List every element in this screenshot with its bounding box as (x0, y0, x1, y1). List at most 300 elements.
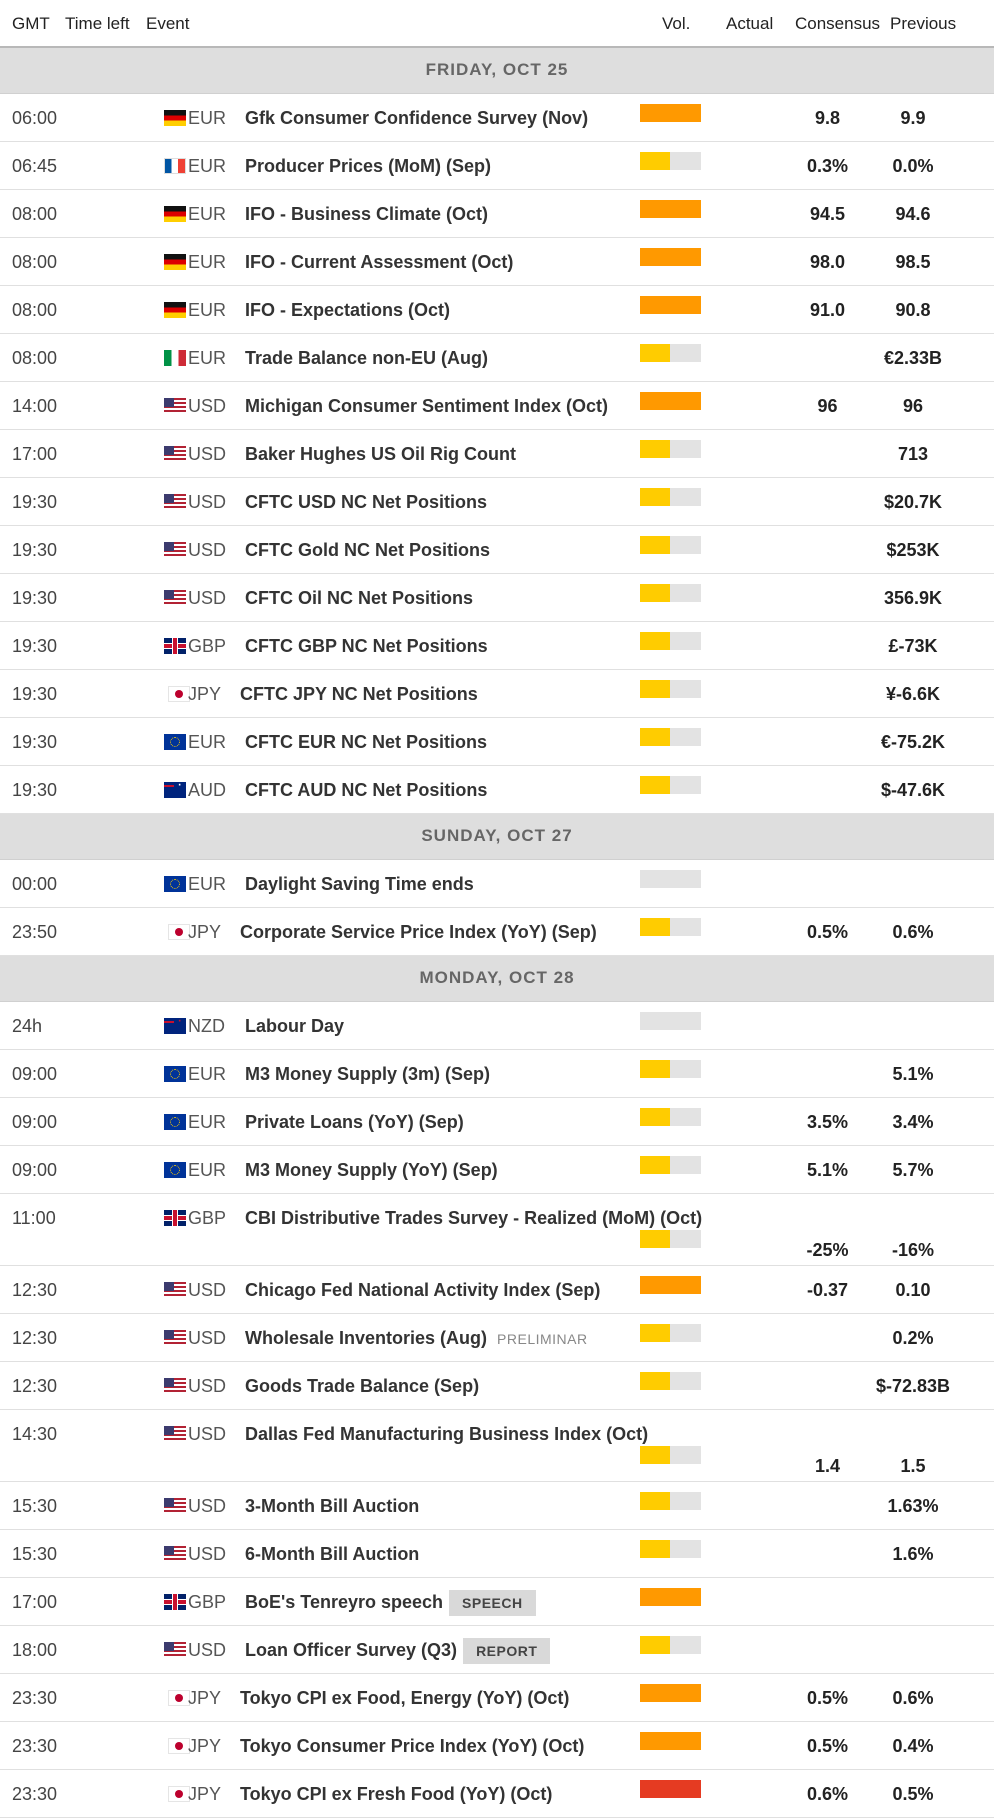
event-currency: EUR (188, 204, 227, 224)
event-row[interactable] (0, 1362, 994, 1410)
flag-us-icon (164, 1642, 186, 1658)
consensus-value: 9.8 (814, 108, 841, 128)
event-name[interactable] (245, 204, 488, 225)
event-name-text[interactable]: Michigan Consumer Sentiment Index (Oct) (245, 396, 609, 416)
volatility-fill (640, 344, 670, 362)
event-currency: EUR (188, 732, 227, 752)
event-name[interactable] (245, 492, 487, 513)
event-name-text[interactable]: CFTC AUD NC Net Positions (245, 780, 488, 800)
volatility-bar (640, 152, 701, 170)
event-row[interactable] (0, 1530, 994, 1578)
volatility-fill (640, 1780, 701, 1798)
event-time: 23:30 (12, 1736, 58, 1756)
event-row[interactable] (0, 94, 994, 142)
volatility-fill (640, 104, 701, 122)
event-row[interactable] (0, 1050, 994, 1098)
flag-us-icon (164, 542, 186, 558)
volatility-fill (640, 1156, 670, 1174)
volatility-fill (640, 1372, 670, 1390)
previous-value: 5.1% (892, 1064, 934, 1084)
event-name[interactable] (245, 636, 488, 657)
event-row[interactable] (0, 1410, 994, 1482)
flag-au-icon (164, 782, 186, 798)
volatility-fill (640, 680, 670, 698)
event-name-text[interactable]: CFTC GBP NC Net Positions (245, 636, 488, 656)
event-currency: USD (188, 588, 227, 608)
event-row[interactable] (0, 574, 994, 622)
event-currency: EUR (188, 1064, 227, 1084)
event-name[interactable] (245, 1160, 498, 1181)
event-name-text[interactable]: IFO - Expectations (Oct) (245, 300, 451, 320)
consensus-value: 0.3% (806, 156, 849, 176)
volatility-fill (640, 248, 701, 266)
event-currency: JPY (188, 1736, 222, 1756)
volatility-fill (640, 1684, 701, 1702)
volatility-fill (640, 1732, 701, 1750)
event-time: 17:00 (12, 1592, 58, 1612)
volatility-bar (640, 1492, 701, 1510)
flag-it-icon (164, 350, 186, 366)
flag-us-icon (164, 1546, 186, 1562)
event-row[interactable] (0, 1578, 994, 1626)
event-time: 24h (12, 1016, 43, 1036)
event-currency: EUR (188, 874, 227, 894)
event-name-text[interactable]: M3 Money Supply (YoY) (Sep) (245, 1160, 498, 1180)
event-name-text[interactable]: 3-Month Bill Auction (245, 1496, 420, 1516)
event-row[interactable] (0, 1098, 994, 1146)
flag-eu-icon (164, 1114, 186, 1130)
calendar-body (0, 48, 994, 1818)
volatility-fill (640, 1492, 670, 1510)
event-name[interactable] (245, 1592, 536, 1613)
volatility-bar (640, 344, 701, 362)
event-time: 00:00 (12, 874, 58, 894)
volatility-bar (640, 728, 701, 746)
flag-us-icon (164, 1378, 186, 1394)
previous-value: 1.6% (892, 1544, 934, 1564)
volatility-bar (640, 632, 701, 650)
flag-de-icon (164, 302, 186, 318)
event-time: 09:00 (12, 1112, 58, 1132)
day-label: FRIDAY, OCT 25 (425, 60, 569, 79)
volatility-fill (640, 632, 670, 650)
header-gmt[interactable]: GMT (12, 14, 50, 33)
event-currency: USD (188, 396, 227, 416)
day-header (0, 814, 994, 860)
event-row[interactable] (0, 238, 994, 286)
volatility-bar (640, 392, 701, 410)
event-name-text[interactable]: Trade Balance non-EU (Aug) (245, 348, 489, 368)
event-name-text[interactable]: Private Loans (YoY) (Sep) (245, 1112, 464, 1132)
event-time: 06:00 (12, 108, 58, 128)
volatility-fill (640, 1276, 701, 1294)
flag-us-icon (164, 1330, 186, 1346)
header-consensus[interactable]: Consensus (795, 14, 881, 33)
flag-eu-icon (164, 1162, 186, 1178)
consensus-value: -25% (806, 1240, 849, 1260)
consensus-value: 0.6% (806, 1784, 849, 1804)
event-time: 18:00 (12, 1640, 58, 1660)
flag-jp-icon (168, 1738, 190, 1754)
event-row[interactable] (0, 1674, 994, 1722)
volatility-fill (640, 776, 670, 794)
event-row[interactable] (0, 382, 994, 430)
volatility-fill (640, 200, 701, 218)
previous-value: 0.4% (892, 1736, 934, 1756)
volatility-bar (640, 1540, 701, 1558)
volatility-bar (640, 296, 701, 314)
event-time: 19:30 (12, 492, 58, 512)
volatility-bar (640, 1372, 701, 1390)
previous-value: $-47.6K (880, 780, 946, 800)
event-name-text[interactable]: CFTC JPY NC Net Positions (240, 684, 478, 704)
event-name-text[interactable]: Corporate Service Price Index (YoY) (Sep) (240, 922, 597, 942)
volatility-bar (640, 584, 701, 602)
event-name[interactable] (245, 1208, 702, 1229)
event-name[interactable] (245, 874, 474, 895)
event-currency: EUR (188, 348, 227, 368)
event-name[interactable] (245, 444, 516, 465)
flag-de-icon (164, 254, 186, 270)
header-vol[interactable]: Vol. (662, 14, 691, 33)
event-time: 19:30 (12, 588, 58, 608)
event-currency: EUR (188, 252, 227, 272)
volatility-bar (640, 1636, 701, 1654)
event-time: 19:30 (12, 732, 58, 752)
volatility-fill (640, 488, 670, 506)
event-currency: JPY (188, 684, 222, 704)
event-name[interactable] (240, 1688, 569, 1709)
volatility-bar (640, 1446, 701, 1464)
event-name[interactable] (245, 1064, 490, 1085)
volatility-bar (640, 1324, 701, 1342)
previous-value: 0.2% (892, 1328, 934, 1348)
volatility-bar (640, 200, 701, 218)
event-time: 14:30 (12, 1424, 58, 1444)
header-actual[interactable]: Actual (726, 14, 774, 33)
event-currency: EUR (188, 1112, 227, 1132)
volatility-fill (640, 536, 670, 554)
event-time: 23:50 (12, 922, 58, 942)
event-name-text[interactable]: Gfk Consumer Confidence Survey (Nov) (245, 108, 589, 128)
event-name-text[interactable]: CFTC Oil NC Net Positions (245, 588, 474, 608)
flag-eu-icon (164, 876, 186, 892)
event-row[interactable] (0, 142, 994, 190)
event-row[interactable] (0, 718, 994, 766)
event-name-text[interactable]: CFTC EUR NC Net Positions (245, 732, 488, 752)
consensus-value: 1.4 (814, 1456, 841, 1476)
consensus-value: 96 (817, 396, 838, 416)
event-row[interactable] (0, 1482, 994, 1530)
flag-us-icon (164, 590, 186, 606)
volatility-bar (640, 1276, 701, 1294)
event-row[interactable] (0, 1194, 994, 1266)
volatility-fill (640, 296, 701, 314)
volatility-bar (640, 440, 701, 458)
event-row[interactable] (0, 1002, 994, 1050)
event-name-text[interactable]: Daylight Saving Time ends (245, 874, 474, 894)
volatility-fill (640, 728, 670, 746)
event-name[interactable] (245, 1496, 419, 1517)
event-currency: EUR (188, 1160, 227, 1180)
event-name[interactable] (245, 1016, 344, 1037)
event-currency: NZD (188, 1016, 225, 1036)
event-time: 08:00 (12, 300, 58, 320)
event-row[interactable] (0, 478, 994, 526)
event-name[interactable] (245, 780, 487, 801)
event-time: 19:30 (12, 540, 58, 560)
day-label: MONDAY, OCT 28 (419, 968, 575, 987)
event-time: 12:30 (12, 1328, 58, 1348)
flag-gb-icon (164, 1210, 186, 1226)
event-name-text[interactable]: Producer Prices (MoM) (Sep) (245, 156, 492, 176)
volatility-fill (640, 1588, 701, 1606)
flag-us-icon (164, 1426, 186, 1442)
event-name-text[interactable]: Loan Officer Survey (Q3) (245, 1640, 458, 1660)
volatility-bar (640, 248, 701, 266)
flag-eu-icon (164, 734, 186, 750)
event-name[interactable] (245, 108, 588, 129)
event-row[interactable] (0, 430, 994, 478)
flag-de-icon (164, 206, 186, 222)
event-row[interactable] (0, 334, 994, 382)
flag-gb-icon (164, 638, 186, 654)
event-row[interactable] (0, 622, 994, 670)
volatility-fill (640, 1060, 670, 1078)
consensus-value: -0.37 (806, 1280, 849, 1300)
event-name-text[interactable]: M3 Money Supply (3m) (Sep) (245, 1064, 491, 1084)
event-name[interactable] (245, 1424, 648, 1445)
event-row[interactable] (0, 1314, 994, 1362)
header-event[interactable]: Event (146, 14, 190, 33)
flag-nz-icon (164, 1018, 186, 1034)
event-name[interactable] (240, 1736, 584, 1757)
event-badge: SPEECH (449, 1590, 536, 1616)
event-currency: USD (188, 492, 227, 512)
previous-value: 0.6% (892, 922, 934, 942)
previous-value: £-73K (888, 636, 938, 656)
event-currency: GBP (188, 1208, 227, 1228)
volatility-fill (640, 1324, 670, 1342)
flag-us-icon (164, 494, 186, 510)
event-time: 09:00 (12, 1160, 58, 1180)
event-name-text[interactable]: Wholesale Inventories (Aug) (245, 1328, 488, 1348)
event-time: 08:00 (12, 252, 58, 272)
event-time: 19:30 (12, 780, 58, 800)
event-name[interactable] (245, 1640, 550, 1661)
flag-jp-icon (168, 1786, 190, 1802)
event-name[interactable] (245, 588, 473, 609)
event-name-text[interactable]: IFO - Business Climate (Oct) (245, 204, 489, 224)
event-currency: JPY (188, 1688, 222, 1708)
event-currency: USD (188, 1376, 227, 1396)
volatility-bar (640, 536, 701, 554)
consensus-value: 0.5% (806, 1688, 849, 1708)
volatility-fill (640, 1446, 670, 1464)
event-time: 19:30 (12, 684, 58, 704)
event-name-text[interactable]: Dallas Fed Manufacturing Business Index (Oct) (245, 1424, 649, 1444)
volatility-fill (640, 392, 701, 410)
volatility-fill (640, 1230, 670, 1248)
volatility-bar (640, 1060, 701, 1078)
previous-value: $20.7K (883, 492, 943, 512)
previous-value: €2.33B (883, 348, 943, 368)
event-name[interactable] (245, 732, 487, 753)
header-time-left[interactable]: Time left (65, 14, 130, 33)
event-currency: USD (188, 1640, 227, 1660)
previous-value: 5.7% (892, 1160, 934, 1180)
volatility-fill (640, 1108, 670, 1126)
event-name-text[interactable]: Goods Trade Balance (Sep) (245, 1376, 480, 1396)
event-currency: USD (188, 1280, 227, 1300)
flag-eu-icon (164, 1066, 186, 1082)
event-time: 19:30 (12, 636, 58, 656)
flag-us-icon (164, 1498, 186, 1514)
event-name-text[interactable]: Labour Day (245, 1016, 345, 1036)
event-name-text[interactable]: Tokyo Consumer Price Index (YoY) (Oct) (240, 1736, 585, 1756)
previous-value: 3.4% (892, 1112, 934, 1132)
consensus-value: 0.5% (806, 922, 849, 942)
event-currency: GBP (188, 636, 227, 656)
event-row[interactable] (0, 1626, 994, 1674)
event-name-text[interactable]: Baker Hughes US Oil Rig Count (245, 444, 517, 464)
event-currency: AUD (188, 780, 227, 800)
event-name[interactable] (245, 1328, 588, 1349)
volatility-bar (640, 1012, 701, 1030)
event-currency: USD (188, 1496, 227, 1516)
volatility-bar (640, 488, 701, 506)
flag-us-icon (164, 1282, 186, 1298)
header-previous[interactable]: Previous (890, 14, 957, 33)
volatility-fill (640, 440, 670, 458)
event-time: 15:30 (12, 1544, 58, 1564)
event-tag: PRELIMINAR (497, 1331, 588, 1347)
event-row[interactable] (0, 670, 994, 718)
consensus-value: 0.5% (806, 1736, 849, 1756)
event-currency: GBP (188, 1592, 227, 1612)
event-name-text[interactable]: CFTC USD NC Net Positions (245, 492, 488, 512)
flag-jp-icon (168, 686, 190, 702)
event-name[interactable] (245, 156, 491, 177)
event-currency: JPY (188, 1784, 222, 1804)
volatility-bar (640, 918, 701, 936)
event-name-text[interactable]: BoE's Tenreyro speech (245, 1592, 444, 1612)
consensus-value: 3.5% (806, 1112, 849, 1132)
previous-value: 98.5 (895, 252, 931, 272)
event-name[interactable] (240, 684, 478, 705)
previous-value: 0.6% (892, 1688, 934, 1708)
event-time: 09:00 (12, 1064, 58, 1084)
flag-us-icon (164, 446, 186, 462)
event-name-text[interactable]: IFO - Current Assessment (Oct) (245, 252, 514, 272)
event-row[interactable] (0, 860, 994, 908)
event-name[interactable] (245, 1376, 479, 1397)
event-name[interactable] (245, 252, 513, 273)
previous-value: 0.10 (895, 1280, 931, 1300)
event-currency: USD (188, 1544, 227, 1564)
event-time: 08:00 (12, 204, 58, 224)
event-row[interactable] (0, 766, 994, 814)
event-time: 17:00 (12, 444, 58, 464)
event-name-text[interactable]: 6-Month Bill Auction (245, 1544, 420, 1564)
volatility-bar (640, 680, 701, 698)
event-row[interactable] (0, 286, 994, 334)
flag-us-icon (164, 398, 186, 414)
event-name-text[interactable]: Chicago Fed National Activity Index (Sep) (245, 1280, 601, 1300)
previous-value: 1.63% (887, 1496, 939, 1516)
event-currency: EUR (188, 300, 227, 320)
event-row[interactable] (0, 908, 994, 956)
event-row[interactable] (0, 526, 994, 574)
previous-value: $253K (886, 540, 940, 560)
volatility-fill (640, 918, 670, 936)
day-header (0, 956, 994, 1002)
volatility-bar (640, 1588, 701, 1606)
event-row[interactable] (0, 1266, 994, 1314)
event-time: 06:45 (12, 156, 58, 176)
flag-jp-icon (168, 1690, 190, 1706)
event-name-text[interactable]: CFTC Gold NC Net Positions (245, 540, 490, 560)
volatility-bar (640, 1156, 701, 1174)
volatility-fill (640, 584, 670, 602)
event-row[interactable] (0, 1146, 994, 1194)
event-name-text[interactable]: Tokyo CPI ex Fresh Food (YoY) (Oct) (240, 1784, 553, 1804)
event-name[interactable] (240, 922, 597, 943)
event-time: 14:00 (12, 396, 58, 416)
previous-value: 713 (897, 444, 929, 464)
event-time: 12:30 (12, 1280, 58, 1300)
event-name[interactable] (245, 1544, 419, 1565)
event-name-text[interactable]: Tokyo CPI ex Food, Energy (YoY) (Oct) (240, 1688, 570, 1708)
previous-value: ¥-6.6K (885, 684, 941, 704)
previous-value: -16% (891, 1240, 935, 1260)
day-label: SUNDAY, OCT 27 (421, 826, 573, 845)
volatility-bar (640, 104, 701, 122)
previous-value: 90.8 (895, 300, 931, 320)
previous-value: 9.9 (900, 108, 926, 128)
event-row[interactable] (0, 1722, 994, 1770)
previous-value: 0.0% (892, 156, 934, 176)
table-header (0, 0, 994, 48)
event-name[interactable] (245, 1112, 464, 1133)
event-currency: USD (188, 1424, 227, 1444)
event-row[interactable] (0, 190, 994, 238)
flag-fr-icon (164, 158, 186, 174)
event-name[interactable] (245, 540, 490, 561)
event-name[interactable] (245, 348, 488, 369)
day-header (0, 48, 994, 94)
event-name[interactable] (240, 1784, 552, 1805)
event-name[interactable] (245, 396, 608, 417)
event-name[interactable] (245, 1280, 600, 1301)
event-row[interactable] (0, 1770, 994, 1818)
event-currency: USD (188, 540, 227, 560)
event-time: 12:30 (12, 1376, 58, 1396)
volatility-fill (640, 1636, 670, 1654)
event-currency: USD (188, 444, 227, 464)
previous-value: 1.5 (900, 1456, 926, 1476)
event-name-text[interactable]: CBI Distributive Trades Survey - Realized (MoM) (Oct) (245, 1208, 703, 1228)
previous-value: 356.9K (883, 588, 943, 608)
event-time: 23:30 (12, 1784, 58, 1804)
event-name[interactable] (245, 300, 450, 321)
flag-jp-icon (168, 924, 190, 940)
volatility-bar (640, 1684, 701, 1702)
volatility-fill (640, 152, 670, 170)
previous-value: 96 (902, 396, 924, 416)
event-currency: EUR (188, 156, 227, 176)
volatility-fill (640, 1540, 670, 1558)
